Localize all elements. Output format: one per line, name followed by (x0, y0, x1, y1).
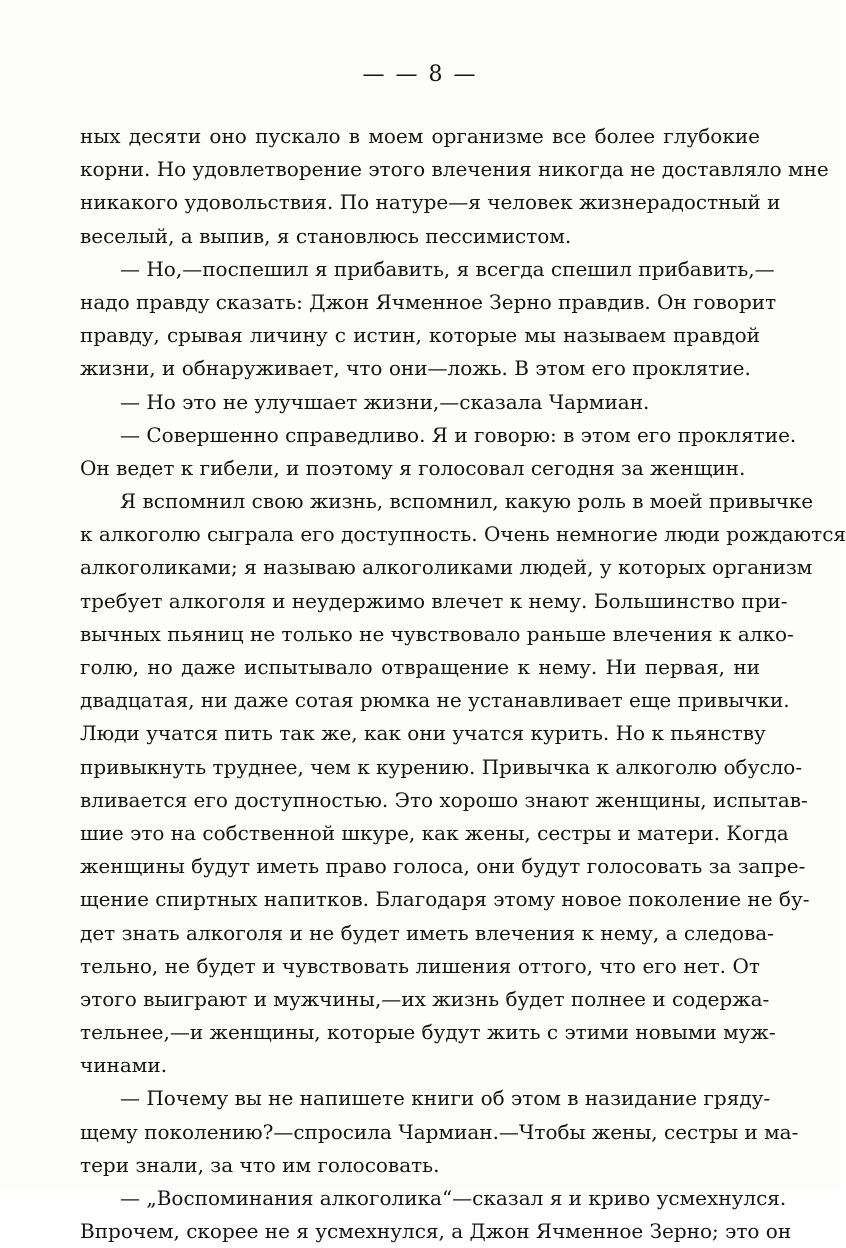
page-number: — — 8 — (362, 62, 478, 87)
text-line: жизни, и обнаруживает, что они—ложь. В этом его проклятие. (80, 356, 751, 381)
text-line: чинами. (80, 1053, 168, 1078)
text-line: — Почему вы не напишете книги об этом в назидание гряду- (120, 1086, 771, 1111)
text-line: никакого удовольствия. По натуре—я человек жизнерадостный и (80, 190, 781, 215)
text-line: корни. Но удовлетворение этого влечения никогда не доставляло мне (80, 157, 829, 182)
text-line: этого выиграют и мужчины,—их жизнь будет полнее и содержа- (80, 986, 770, 1011)
text-line: Он ведет к гибели, и поэтому я голосовал сегодня за женщин. (80, 455, 746, 480)
text-line: ных десяти оно пускало в моем организме все более глубокие (80, 124, 760, 148)
text-line: к алкоголю сыграла его доступность. Очень немногие люди рождаются (80, 522, 846, 547)
text-line: — Но это не улучшает жизни,—сказала Чармиан. (120, 389, 650, 414)
text-line: веселый, а выпив, я становлюсь пессимистом. (80, 223, 572, 248)
text-line: дет знать алкоголя и не будет иметь влечения к нему, а следова- (80, 920, 774, 945)
text-line: щение спиртных напитков. Благодаря этому новое поколение не бу- (80, 887, 810, 912)
text-line: шие это на собственной шкуре, как жены, сестры и матери. Когда (80, 820, 789, 845)
text-line: тельно, не будет и чувствовать лишения оттого, что его нет. От (80, 953, 760, 978)
text-line: правду, срывая личину с истин, которые мы называем правдой (80, 323, 760, 348)
text-line: тери знали, за что им голосовать. (80, 1152, 440, 1177)
text-line: привыкнуть труднее, чем к курению. Привычка к алкоголю обусло- (80, 754, 803, 779)
text-line: алкоголиками; я называю алкоголиками людей, у которых организм (80, 555, 813, 580)
text-line: — „Воспоминания алкоголика“—сказал я и криво усмехнулся. (120, 1186, 787, 1210)
body-text (80, 120, 846, 1248)
text-line: надо правду сказать: Джон Ячменное Зерно правдив. Он говорит (80, 289, 777, 314)
text-line: — Совершенно справедливо. Я и говорю: в этом его проклятие. (120, 422, 797, 447)
text-line: голю, но даже испытывало отвращение к нему. Ни первая, ни (80, 655, 760, 679)
text-line: женщины будут иметь право голоса, они будут голосовать за запре- (80, 854, 806, 879)
text-line: Впрочем, скорее не я усмехнулся, а Джон Ячменное Зерно; это он (80, 1219, 792, 1244)
text-line: щему поколению?—спросила Чармиан.—Чтобы жены, сестры и ма- (80, 1119, 799, 1144)
text-line: вливается его доступностью. Это хорошо знают женщины, испытав- (80, 787, 808, 812)
text-line: Люди учатся пить так же, как они учатся курить. Но к пьянству (80, 721, 766, 746)
text-line: Я вспомнил свою жизнь, вспомнил, какую роль в моей привычке (120, 489, 814, 514)
text-line: — Но,—поспешил я прибавить, я всегда спешил прибавить,— (120, 256, 775, 281)
text-line: тельнее,—и женщины, которые будут жить с этими новыми муж- (80, 1020, 776, 1045)
text-line: требует алкоголя и неудержимо влечет к нему. Большинство при- (80, 588, 788, 613)
text-line: двадцатая, ни даже сотая рюмка не устанавливает еще привычки. (80, 688, 790, 713)
text-line: вычных пьяниц не только не чувствовало раньше влечения к алко- (80, 621, 794, 646)
